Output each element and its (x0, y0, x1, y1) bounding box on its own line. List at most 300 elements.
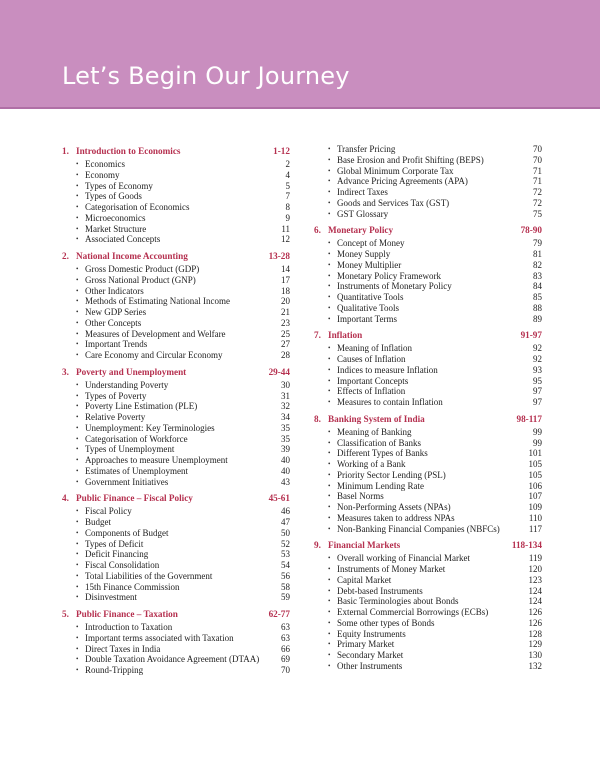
entry-title: Other Indicators (85, 285, 144, 296)
toc-entry[interactable] (314, 618, 542, 629)
bullet-icon: • (328, 387, 331, 396)
toc-entry[interactable] (62, 560, 290, 571)
toc-entry[interactable] (62, 329, 290, 340)
chapter-heading[interactable] (314, 412, 542, 427)
entry-page-number: 4 (285, 169, 290, 180)
bullet-icon: • (76, 550, 79, 559)
toc-entry[interactable] (314, 586, 542, 597)
bullet-icon: • (328, 427, 331, 436)
entry-page-number: 8 (285, 202, 290, 212)
entry-title: Indices to measure Inflation (337, 364, 438, 375)
toc-entry[interactable] (314, 448, 542, 459)
entry-title: Types of Deficit (85, 538, 144, 549)
bullet-icon: • (76, 192, 79, 201)
toc-entry[interactable] (314, 144, 542, 155)
bullet-icon: • (76, 633, 79, 642)
entry-title: Important Terms (337, 313, 397, 324)
entry-title: Economics (85, 159, 125, 169)
chapter-page-range: 45-61 (268, 493, 290, 504)
toc-entry[interactable] (62, 517, 290, 528)
entry-title: Some other types of Bonds (337, 617, 435, 628)
toc-entry[interactable] (314, 427, 542, 438)
chapter-heading[interactable] (314, 538, 542, 553)
entry-page-number: 69 (281, 654, 290, 665)
toc-entry[interactable] (314, 470, 542, 481)
toc-entry[interactable] (62, 423, 290, 434)
entry-page-number: 106 (528, 480, 542, 491)
entry-title: Primary Market (337, 639, 395, 650)
chapter-page-range: 29-44 (268, 366, 290, 377)
entry-title: Meaning of Banking (337, 426, 412, 437)
chapter-heading[interactable] (314, 223, 542, 238)
toc-entry[interactable] (314, 564, 542, 575)
bullet-icon: • (328, 438, 331, 447)
entry-page-number: 93 (533, 364, 542, 375)
toc-entry[interactable] (62, 633, 290, 644)
toc-entry[interactable] (62, 318, 290, 329)
chapter-number: 2. (62, 251, 69, 261)
bullet-icon: • (76, 655, 79, 664)
toc-entry[interactable] (62, 434, 290, 445)
entry-title: 15th Finance Commission (85, 581, 180, 592)
toc-entry[interactable] (314, 553, 542, 564)
toc-entry[interactable] (62, 539, 290, 550)
chapter-number: 5. (62, 609, 69, 619)
toc-entry[interactable] (314, 343, 542, 354)
bullet-icon: • (328, 586, 331, 595)
bullet-icon: • (76, 434, 79, 443)
bullet-icon: • (76, 286, 79, 295)
toc-entry[interactable] (314, 481, 542, 492)
bullet-icon: • (76, 224, 79, 233)
chapter-section (62, 144, 290, 245)
entry-title: Money Supply (337, 249, 391, 259)
entry-page-number: 88 (533, 302, 542, 313)
entry-page-number: 28 (281, 350, 290, 360)
entry-page-number: 30 (281, 379, 290, 390)
chapter-section (62, 491, 290, 603)
entry-page-number: 31 (281, 390, 290, 401)
bullet-icon: • (76, 666, 79, 674)
toc-entry[interactable] (62, 264, 290, 275)
entry-page-number: 132 (528, 660, 542, 671)
entry-title: Types of Poverty (85, 390, 147, 401)
toc-entry[interactable] (314, 365, 542, 376)
bullet-icon: • (328, 481, 331, 490)
toc-entry[interactable] (314, 209, 542, 220)
bullet-icon: • (328, 303, 331, 312)
bullet-icon: • (76, 351, 79, 359)
chapter-heading[interactable] (62, 491, 290, 506)
bullet-icon: • (76, 340, 79, 349)
toc-entry[interactable] (314, 524, 542, 535)
toc-entry[interactable] (62, 665, 290, 676)
chapter-number: 7. (314, 330, 321, 341)
entry-page-number: 52 (281, 538, 290, 549)
chapter-heading[interactable] (62, 365, 290, 380)
bullet-icon: • (328, 651, 331, 659)
entry-page-number: 82 (533, 259, 542, 270)
chapter-heading[interactable] (62, 249, 290, 264)
toc-entry[interactable] (62, 455, 290, 466)
chapter-page-range: 91-97 (520, 330, 542, 341)
chapter-title: Inflation (328, 330, 363, 341)
entry-title: Classification of Banks (337, 437, 421, 448)
toc-entry[interactable] (314, 281, 542, 292)
entry-page-number: 40 (281, 455, 290, 465)
toc-entry[interactable] (314, 502, 542, 513)
bullet-icon: • (76, 413, 79, 421)
entry-page-number: 126 (528, 617, 542, 628)
toc-entry[interactable] (62, 644, 290, 655)
toc-entry[interactable] (62, 582, 290, 593)
toc-entry[interactable] (314, 249, 542, 260)
entry-title: Disinvestment (85, 592, 137, 603)
toc-entry[interactable] (62, 549, 290, 560)
chapter-number: 4. (62, 493, 69, 504)
toc-entry[interactable] (314, 303, 542, 314)
toc-entry[interactable] (314, 292, 542, 303)
entry-title: Direct Taxes in India (85, 643, 161, 654)
toc-entry[interactable] (314, 376, 542, 387)
toc-entry[interactable] (314, 386, 542, 397)
toc-entry[interactable] (314, 260, 542, 271)
toc-entry[interactable] (62, 477, 290, 488)
entry-title: Government Initiatives (85, 476, 169, 487)
chapter-title: Monetary Policy (328, 225, 394, 236)
entry-title: Types of Goods (85, 191, 142, 202)
bullet-icon: • (328, 618, 331, 627)
chapter-page-range: 98-117 (516, 413, 542, 424)
entry-page-number: 110 (528, 512, 542, 523)
entry-page-number: 95 (533, 375, 542, 386)
entry-page-number: 17 (281, 274, 290, 285)
entry-page-number: 32 (281, 401, 290, 412)
entry-page-number: 75 (533, 208, 542, 219)
entry-title: Transfer Pricing (337, 144, 396, 154)
toc-entry[interactable] (62, 444, 290, 455)
bullet-icon: • (328, 239, 331, 248)
entry-page-number: 66 (281, 643, 290, 654)
entry-title: Debt-based Instruments (337, 585, 423, 596)
entry-title: Market Structure (85, 223, 147, 234)
entry-page-number: 119 (528, 553, 542, 564)
toc-entry[interactable] (314, 187, 542, 198)
bullet-icon: • (76, 160, 79, 168)
toc-entry[interactable] (62, 286, 290, 297)
toc-entry[interactable] (314, 650, 542, 661)
toc-left-column (62, 144, 290, 680)
chapter-number: 6. (314, 225, 321, 236)
toc-entry[interactable] (62, 296, 290, 307)
toc-entry[interactable] (62, 592, 290, 603)
entry-page-number: 70 (533, 144, 542, 154)
bullet-icon: • (328, 282, 331, 291)
bullet-icon: • (328, 145, 331, 153)
entry-page-number: 124 (528, 585, 542, 596)
bullet-icon: • (328, 575, 331, 584)
toc-entry[interactable] (314, 596, 542, 607)
toc-entry[interactable] (62, 275, 290, 286)
toc-entry[interactable] (62, 391, 290, 402)
toc-entry[interactable] (314, 176, 542, 187)
entry-title: Secondary Market (337, 650, 404, 660)
entry-page-number: 123 (528, 574, 542, 585)
entry-title: Concept of Money (337, 238, 405, 249)
toc-entry[interactable] (314, 314, 542, 325)
chapter-number: 1. (62, 146, 69, 156)
entry-title: Measures of Development and Welfare (85, 328, 226, 339)
toc-entry[interactable] (314, 575, 542, 586)
entry-page-number: 9 (285, 212, 290, 223)
entry-title: Components of Budget (85, 527, 169, 538)
toc-entry[interactable] (62, 170, 290, 181)
toc-entry[interactable] (62, 307, 290, 318)
toc-entry[interactable] (314, 354, 542, 365)
toc-entry[interactable] (62, 234, 290, 245)
bullet-icon: • (76, 539, 79, 548)
entry-page-number: 92 (533, 354, 542, 364)
entry-title: Associated Concepts (85, 234, 161, 245)
toc-entry[interactable] (62, 181, 290, 192)
toc-entry[interactable] (314, 513, 542, 524)
bullet-icon: • (76, 402, 79, 411)
entry-page-number: 63 (281, 622, 290, 632)
toc-entry[interactable] (314, 629, 542, 640)
bullet-icon: • (76, 203, 79, 211)
bullet-icon: • (328, 565, 331, 573)
entry-title: Minimum Lending Rate (337, 480, 424, 491)
toc-entry[interactable] (62, 622, 290, 633)
header-divider (0, 107, 600, 109)
toc-entry[interactable] (62, 466, 290, 477)
bullet-icon: • (328, 198, 331, 207)
chapter-page-range: 1-12 (273, 146, 290, 156)
entry-page-number: 56 (281, 570, 290, 581)
entry-title: New GDP Series (85, 307, 147, 317)
entry-page-number: 12 (281, 234, 290, 245)
entry-page-number: 89 (533, 313, 542, 324)
toc-entry[interactable] (314, 155, 542, 166)
bullet-icon: • (328, 449, 331, 458)
toc-entry[interactable] (62, 571, 290, 582)
entry-title: Qualitative Tools (337, 302, 399, 313)
toc-entry[interactable] (62, 213, 290, 224)
toc-entry[interactable] (314, 491, 542, 502)
entry-page-number: 35 (281, 433, 290, 444)
entry-title: External Commercial Borrowings (ECBs) (337, 607, 489, 617)
chapter-title: Financial Markets (328, 540, 401, 551)
toc-entry[interactable] (62, 191, 290, 202)
bullet-icon: • (328, 209, 331, 218)
header-banner (0, 0, 600, 107)
toc-entry[interactable] (62, 506, 290, 517)
entry-page-number: 58 (281, 581, 290, 592)
entry-title: Important Concepts (337, 375, 409, 386)
entry-page-number: 97 (533, 397, 542, 407)
entry-page-number: 130 (528, 650, 542, 660)
toc-entry[interactable] (62, 401, 290, 412)
entry-page-number: 71 (533, 165, 542, 176)
entry-title: Fiscal Consolidation (85, 560, 160, 570)
entry-title: Gross National Product (GNP) (85, 274, 196, 285)
toc-entry[interactable] (314, 198, 542, 209)
entry-page-number: 84 (533, 281, 542, 292)
entry-title: Categorisation of Economics (85, 202, 190, 212)
bullet-icon: • (76, 181, 79, 190)
bullet-icon: • (76, 380, 79, 389)
toc-entry[interactable] (62, 528, 290, 539)
bullet-icon: • (76, 329, 79, 338)
bullet-icon: • (76, 518, 79, 526)
toc-entry[interactable] (62, 380, 290, 391)
entry-page-number: 85 (533, 292, 542, 302)
chapter-heading[interactable] (62, 607, 290, 622)
entry-page-number: 11 (281, 223, 290, 234)
entry-title: Instruments of Money Market (337, 564, 446, 574)
entry-page-number: 126 (528, 607, 542, 617)
entry-page-number: 99 (533, 426, 542, 437)
chapter-page-range: 78-90 (520, 225, 542, 236)
entry-page-number: 25 (281, 328, 290, 339)
chapter-number: 3. (62, 366, 69, 377)
entry-title: Important terms associated with Taxation (85, 632, 234, 643)
bullet-icon: • (328, 260, 331, 269)
bullet-icon: • (328, 293, 331, 301)
toc-entry[interactable] (314, 397, 542, 408)
entry-page-number: 20 (281, 296, 290, 307)
entry-page-number: 53 (281, 549, 290, 560)
entry-title: Money Multiplier (337, 259, 402, 270)
entry-page-number: 101 (528, 448, 542, 459)
entry-title: Round-Tripping (85, 665, 144, 675)
toc-entry[interactable] (62, 412, 290, 423)
entry-title: Types of Economy (85, 180, 153, 191)
entry-page-number: 23 (281, 317, 290, 328)
toc-entry[interactable] (314, 438, 542, 449)
entry-title: Approaches to measure Unemployment (85, 455, 228, 465)
bullet-icon: • (328, 365, 331, 374)
entry-title: Indirect Taxes (337, 187, 388, 197)
toc-entry[interactable] (62, 654, 290, 665)
toc-entry[interactable] (62, 159, 290, 170)
page-title: Let’s Begin Our Journey (62, 62, 350, 90)
chapter-title: Introduction to Economics (76, 146, 181, 156)
toc-entry[interactable] (62, 350, 290, 361)
chapter-title: Banking System of India (328, 413, 425, 424)
entry-page-number: 46 (281, 506, 290, 517)
toc-entry[interactable] (314, 661, 542, 672)
toc-entry[interactable] (314, 639, 542, 650)
entry-title: Relative Poverty (85, 412, 146, 422)
entry-title: Estimates of Unemployment (85, 465, 188, 476)
bullet-icon: • (76, 466, 79, 475)
bullet-icon: • (76, 561, 79, 569)
toc-entry[interactable] (62, 339, 290, 350)
entry-title: Overall working of Financial Market (337, 553, 470, 564)
bullet-icon: • (328, 355, 331, 363)
chapter-page-range: 118-134 (511, 540, 542, 551)
chapter-section (314, 328, 542, 408)
bullet-icon: • (76, 528, 79, 537)
bullet-icon: • (328, 503, 331, 511)
entry-page-number: 97 (533, 386, 542, 397)
entry-title: Double Taxation Avoidance Agreement (DTAA) (85, 654, 260, 665)
bullet-icon: • (328, 344, 331, 353)
bullet-icon: • (76, 507, 79, 516)
entry-page-number: 27 (281, 339, 290, 350)
entry-title: GST Glossary (337, 208, 389, 219)
entry-page-number: 99 (533, 437, 542, 448)
entry-title: Poverty Line Estimation (PLE) (85, 401, 198, 412)
bullet-icon: • (76, 445, 79, 454)
bullet-icon: • (76, 297, 79, 306)
entry-page-number: 47 (281, 517, 290, 527)
entry-title: Capital Market (337, 574, 392, 585)
entry-page-number: 107 (528, 491, 542, 502)
bullet-icon: • (76, 456, 79, 464)
toc-entry[interactable] (314, 459, 542, 470)
bullet-icon: • (328, 271, 331, 280)
bullet-icon: • (76, 582, 79, 591)
entry-title: Important Trends (85, 339, 148, 350)
toc-entry[interactable] (314, 166, 542, 177)
bullet-icon: • (328, 513, 331, 522)
toc-entry[interactable] (62, 202, 290, 213)
bullet-icon: • (76, 623, 79, 631)
toc-entry[interactable] (62, 224, 290, 235)
entry-page-number: 54 (281, 560, 290, 570)
entry-title: Base Erosion and Profit Shifting (BEPS) (337, 154, 484, 165)
chapter-page-range: 13-28 (268, 251, 290, 261)
bullet-icon: • (76, 644, 79, 653)
entry-title: Causes of Inflation (337, 354, 406, 364)
entry-page-number: 92 (533, 343, 542, 354)
bullet-icon: • (328, 155, 331, 164)
entry-title: Non-Banking Financial Companies (NBFCs) (337, 523, 500, 534)
entry-title: Gross Domestic Product (GDP) (85, 264, 200, 274)
chapter-heading[interactable] (314, 328, 542, 343)
bullet-icon: • (328, 597, 331, 606)
chapter-title: National Income Accounting (76, 251, 188, 261)
entry-page-number: 81 (533, 249, 542, 259)
entry-title: Non-Performing Assets (NPAs) (337, 502, 451, 512)
bullet-icon: • (76, 477, 79, 486)
bullet-icon: • (76, 213, 79, 222)
toc-entry[interactable] (314, 271, 542, 282)
entry-title: Different Types of Banks (337, 448, 428, 459)
toc-entry[interactable] (314, 607, 542, 618)
bullet-icon: • (76, 275, 79, 284)
chapter-heading[interactable] (62, 144, 290, 159)
bullet-icon: • (328, 314, 331, 323)
entry-title: Advance Pricing Agreements (APA) (337, 176, 468, 187)
chapter-title: Poverty and Unemployment (76, 366, 187, 377)
toc-entry[interactable] (314, 238, 542, 249)
entry-page-number: 109 (528, 502, 542, 512)
entry-page-number: 18 (281, 285, 290, 296)
entry-page-number: 129 (528, 639, 542, 650)
chapter-number: 8. (314, 413, 321, 424)
bullet-icon: • (328, 492, 331, 501)
entry-page-number: 7 (285, 191, 290, 202)
chapter-section (62, 365, 290, 488)
bullet-icon: • (328, 661, 331, 670)
entry-page-number: 128 (528, 628, 542, 639)
entry-page-number: 14 (281, 264, 290, 274)
bullet-icon: • (328, 608, 331, 616)
entry-page-number: 120 (528, 564, 542, 574)
